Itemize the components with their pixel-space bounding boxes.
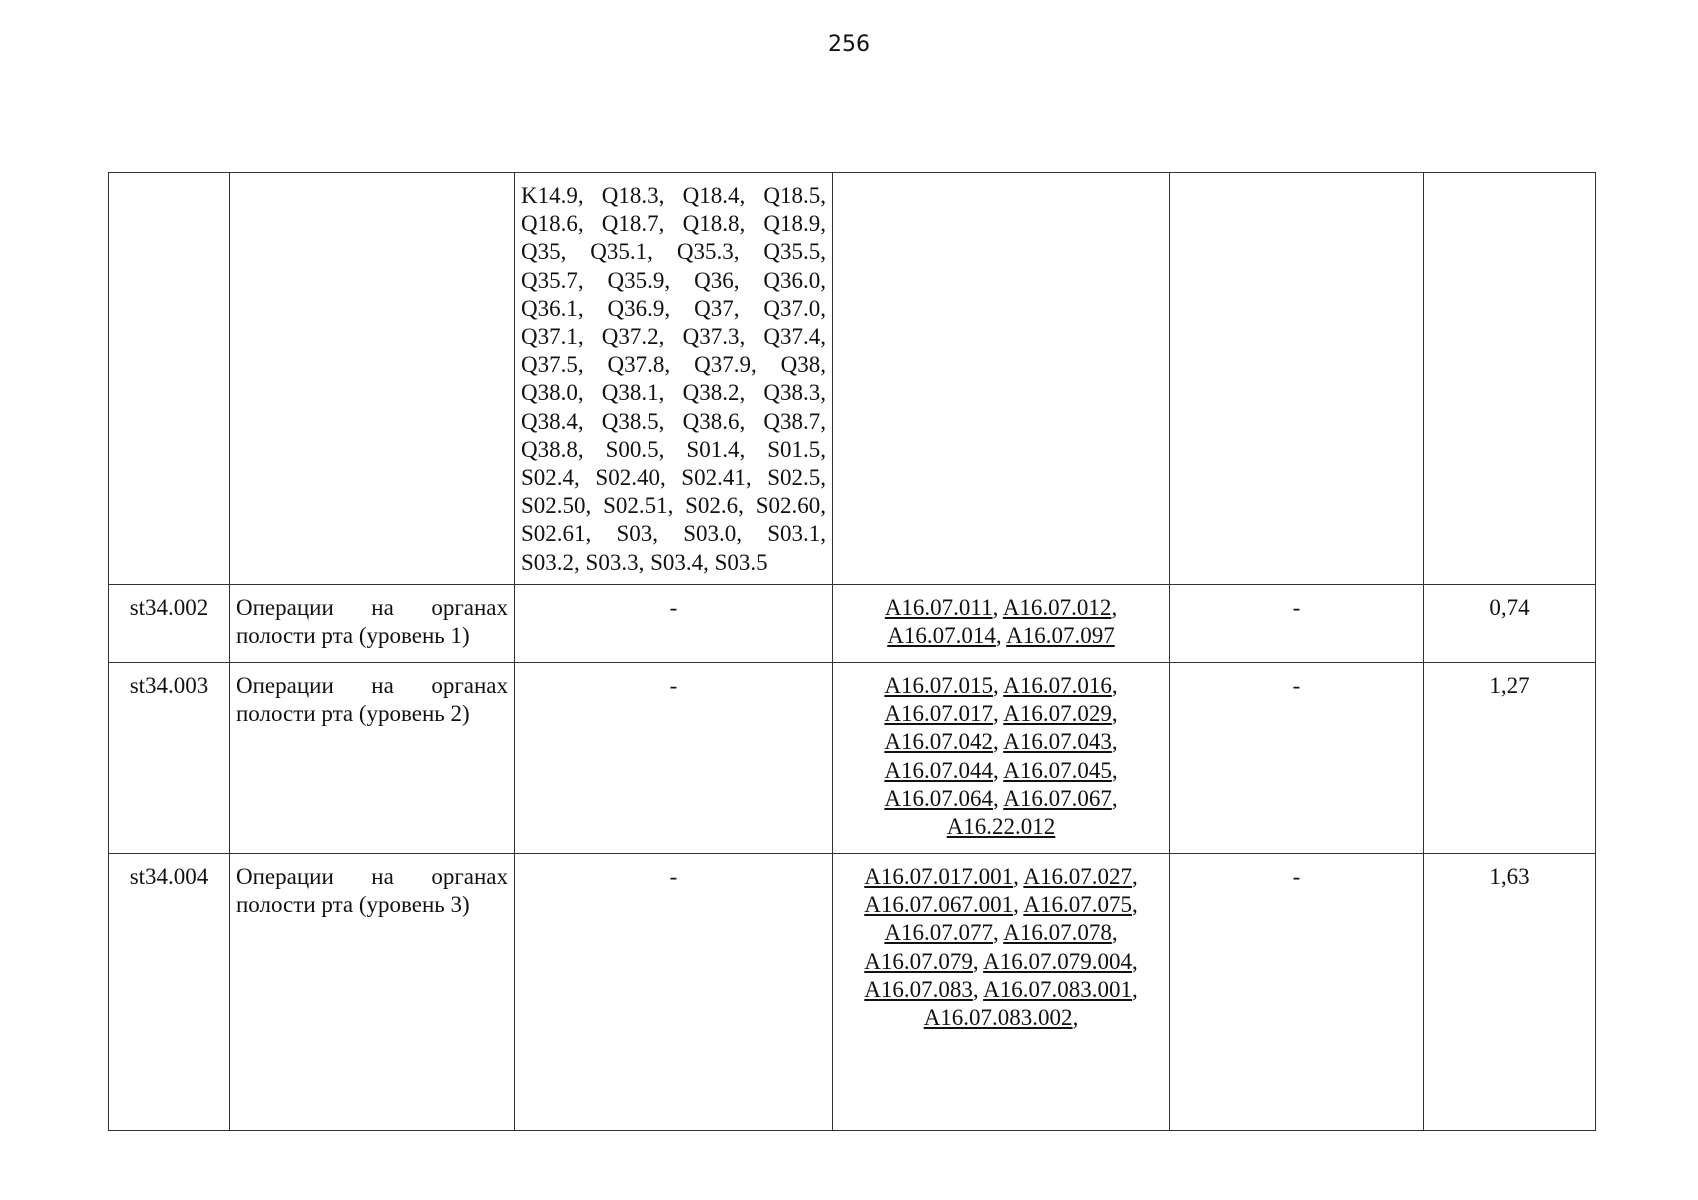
ksg-table [108,172,1596,1131]
operation-code-link[interactable]: A16.22.012 [946,814,1056,840]
table-row [109,173,1596,585]
operation-code-link[interactable]: A16.07.083.002 [923,1005,1073,1031]
operation-code-link[interactable]: A16.07.064 [884,785,993,811]
operation-code-link[interactable]: A16.07.015 [884,673,993,698]
operation-code-link[interactable]: A16.07.012 [1002,595,1112,620]
other-criteria-cell: - [1170,663,1424,854]
operation-code-link[interactable]: A16.07.017 [884,701,993,727]
ksg-name-cell [230,173,515,585]
page-number: 256 [828,32,870,57]
coefficient-cell [1424,173,1596,585]
coefficient-cell: 1,63 [1424,854,1596,1131]
ksg-code-cell [109,173,230,585]
table-row [109,663,1596,854]
operation-code-link[interactable]: A16.07.042 [884,729,993,755]
ksg-name-cell: Операции на органах полости рта (уровень 1) [230,585,515,663]
diagnosis-codes-cell: - [515,663,833,854]
other-criteria-cell [1170,173,1424,585]
ksg-code-cell: st34.004 [109,854,230,1131]
coefficient-cell: 1,27 [1424,663,1596,854]
table-row [109,585,1596,663]
diagnosis-codes-cell: - [515,585,833,663]
operation-codes-cell: A16.07.017.001, A16.07.027, A16.07.067.001, A16.07.075, A16.07.077, A16.07.078, A16.07.079, A16.07.079.004, A16.07.083, A16.07.083.001, A16.07.083.002, [833,854,1170,1131]
operation-codes-cell [833,173,1170,585]
operation-code-link[interactable]: A16.07.067 [1003,785,1112,811]
operation-code-link[interactable]: A16.07.027 [1023,864,1132,889]
operation-code-link[interactable]: A16.07.044 [884,757,993,783]
operation-code-link[interactable]: A16.07.043 [1003,729,1112,755]
other-criteria-cell: - [1170,585,1424,663]
ksg-name-cell: Операции на органах полости рта (уровень 2) [230,663,515,854]
operation-code-link[interactable]: A16.07.079.004 [983,948,1132,974]
diagnosis-codes-cell: K14.9, Q18.3, Q18.4, Q18.5, Q18.6, Q18.7, Q18.8, Q18.9, Q35, Q35.1, Q35.3, Q35.5, Q35.7, Q35.9, Q36, Q36.0, Q36.1, Q36.9, Q37, Q37.0, Q37.1, Q37.2, Q37.3, Q37.4, Q37.5, Q37.8, Q37.9, Q38, Q38.0, Q38.1, Q38.2, Q38.3, Q38.4, Q38.5, Q38.6, Q38.7, Q38.8, S00.5, S01.4, S01.5, S02.4, S02.40, S02.41, S02.5, S02.50, S02.51, S02.6, S02.60, S02.61, S03, S03.0, S03.1, S03.2, S03.3, S03.4, S03.5 [515,173,833,585]
operation-code-link[interactable]: A16.07.016 [1003,673,1112,698]
operation-code-link[interactable]: A16.07.078 [1003,920,1112,946]
operation-code-link[interactable]: A16.07.079 [864,948,973,974]
operation-codes-cell: A16.07.011, A16.07.012, A16.07.014, A16.07.097 [833,585,1170,663]
operation-code-link[interactable]: A16.07.097 [1006,623,1115,649]
operation-code-link[interactable]: A16.07.077 [884,920,993,946]
operation-code-link[interactable]: A16.07.075 [1023,892,1132,918]
operation-code-link[interactable]: A16.07.083 [864,976,973,1002]
ksg-name-cell: Операции на органах полости рта (уровень 3) [230,854,515,1131]
operation-code-link[interactable]: A16.07.029 [1003,701,1112,727]
operation-code-link[interactable]: A16.07.083.001 [983,976,1132,1002]
operation-list-trailing-comma: , [1072,1005,1079,1031]
operation-code-link[interactable]: A16.07.017.001 [864,864,1014,889]
operation-codes-cell: A16.07.015, A16.07.016, A16.07.017, A16.07.029, A16.07.042, A16.07.043, A16.07.044, A16.07.045, A16.07.064, A16.07.067, A16.22.012 [833,663,1170,854]
operation-code-link[interactable]: A16.07.045 [1003,757,1112,783]
operation-code-link[interactable]: A16.07.067.001 [864,892,1014,918]
ksg-code-cell: st34.002 [109,585,230,663]
operation-code-link[interactable]: A16.07.014 [887,623,996,649]
operation-code-link[interactable]: A16.07.011 [884,595,993,620]
diagnosis-codes-cell: - [515,854,833,1131]
ksg-code-cell: st34.003 [109,663,230,854]
coefficient-cell: 0,74 [1424,585,1596,663]
other-criteria-cell: - [1170,854,1424,1131]
table-row [109,854,1596,1131]
